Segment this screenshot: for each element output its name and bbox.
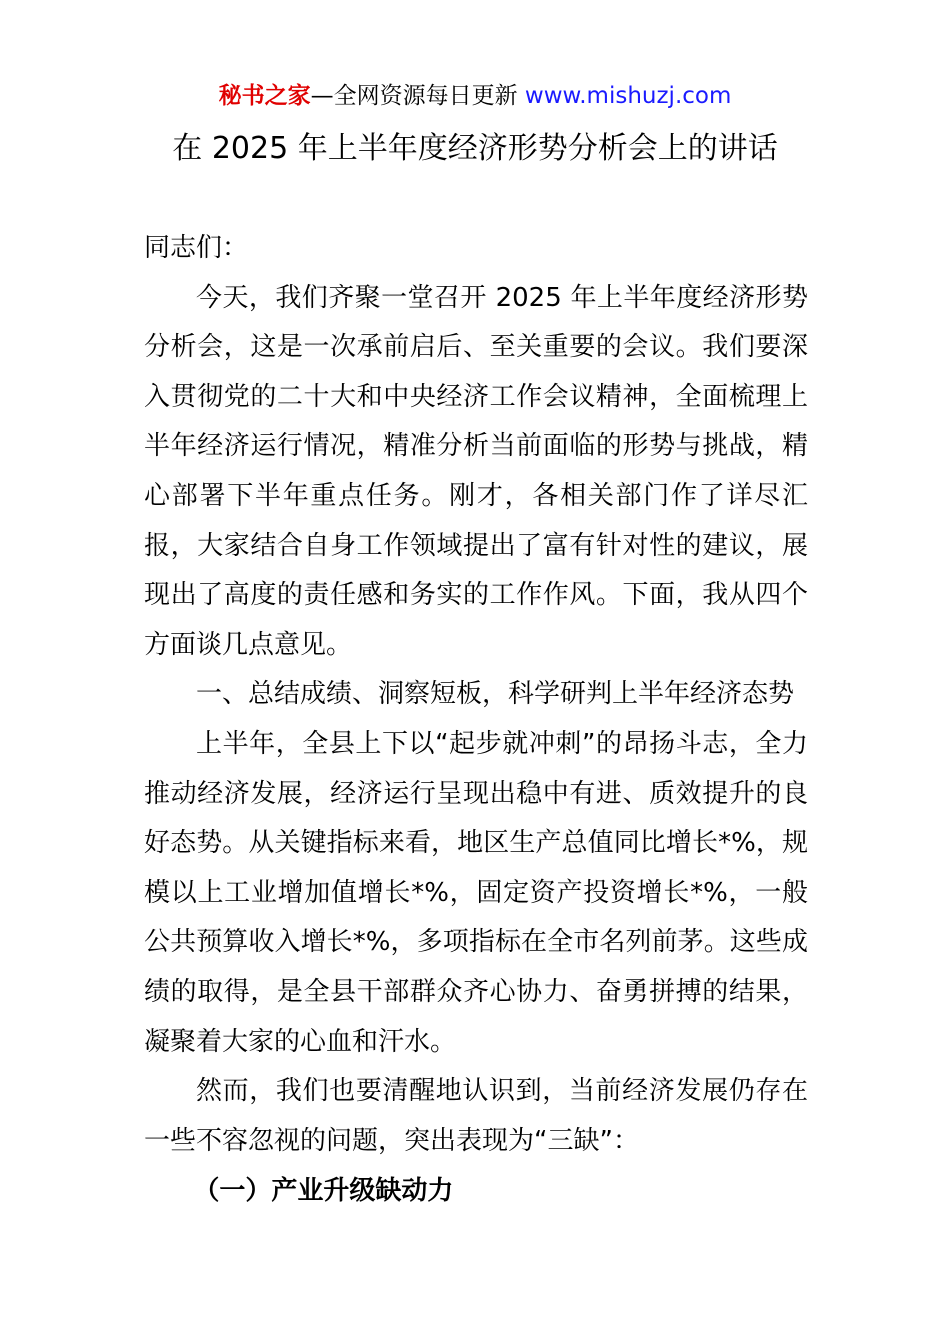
document-body	[144, 224, 808, 1217]
brand-name: 秘书之家	[218, 83, 311, 109]
document-title: 在 2025 年上半年度经济形势分析会上的讲话	[172, 131, 778, 166]
site-link[interactable]: www.mishuzj.com	[524, 83, 732, 109]
salutation: 同志们：	[144, 233, 249, 263]
paragraph-achievements: 上半年，全县上下以“起步就冲刺”的昂扬斗志，全力推动经济发展，经济运行呈现出稳中有进、质效提升的良好态势。从关键指标来看，地区生产总值同比增长*%，规模以上工业增加值增长*%，固定资产投资增长*%，一般公共预算收入增长*%，多项指标在全市名列前茅。这些成绩的取得，是全县干部群众齐心协力、奋勇拼搏的结果，凝聚着大家的心血和汗水。	[144, 728, 808, 1057]
subheading-industry-upgrade: （一）产业升级缺动力	[193, 1176, 454, 1207]
section-heading-1: 一、总结成绩、洞察短板，科学研判上半年经济态势	[196, 679, 795, 710]
header-tagline: —全网资源每日更新	[310, 83, 525, 109]
paragraph-problems: 然而，我们也要清醒地认识到，当前经济发展仍存在一些不容忽视的问题，突出表现为“三缺”：	[144, 1076, 808, 1156]
paragraph-intro: 今天，我们齐聚一堂召开 2025 年上半年度经济形势分析会，这是一次承前启后、至关重要的会议。我们要深入贯彻党的二十大和中央经济工作会议精神，全面梳理上半年经济运行情况，精准分析当前面临的形势与挑战，精心部署下半年重点任务。刚才，各相关部门作了详尽汇报，大家结合自身工作领域提出了富有针对性的建议，展现出了高度的责任感和务实的工作作风。下面，我从四个方面谈几点意见。	[144, 282, 808, 660]
site-header	[0, 80, 950, 112]
